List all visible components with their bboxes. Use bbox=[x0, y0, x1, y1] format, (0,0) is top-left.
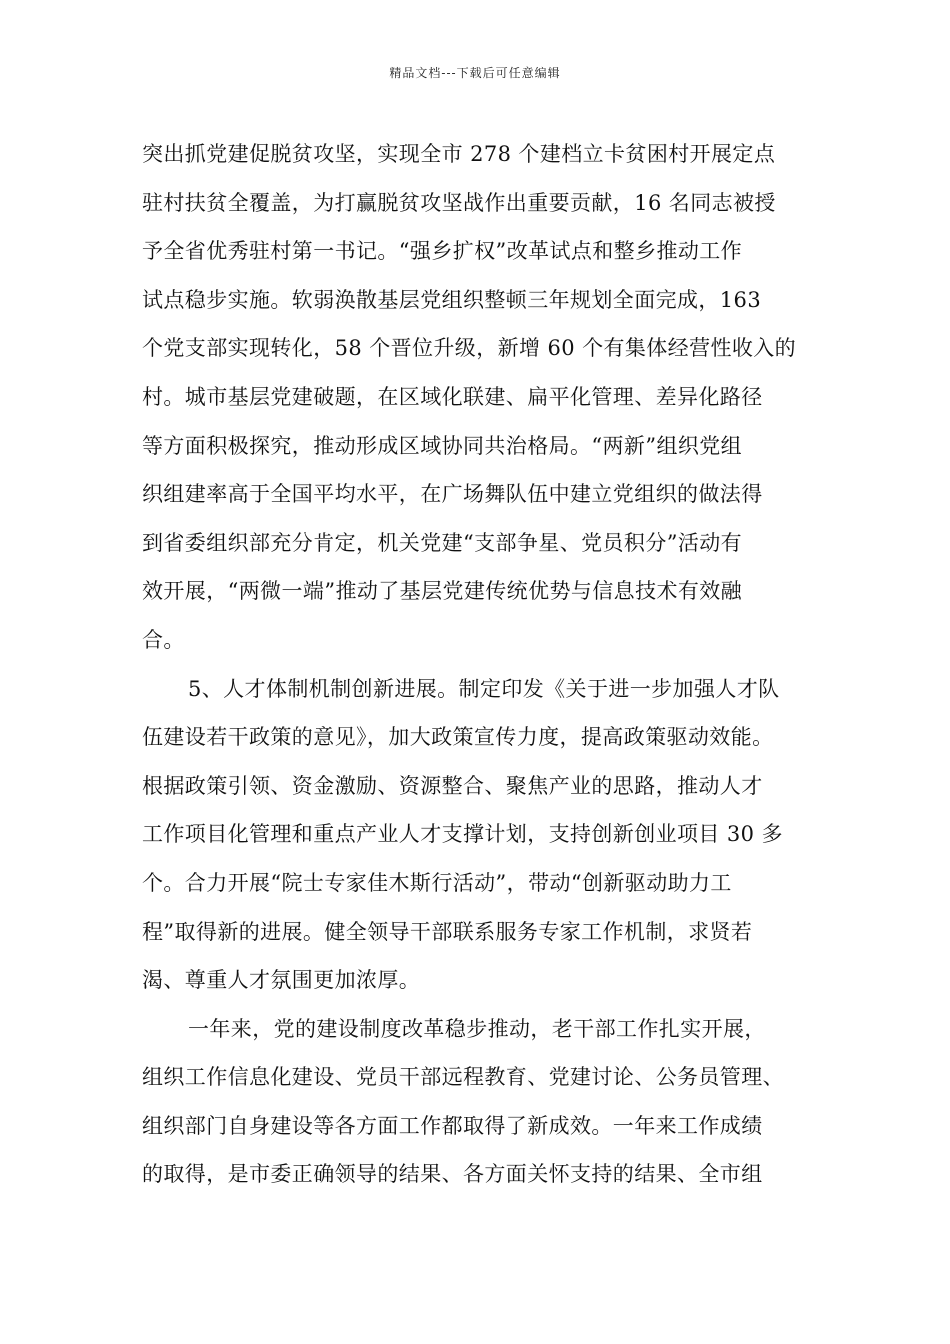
text-line: 工作项目化管理和重点产业人才支撑计划，支持创新创业项目 30 多 bbox=[142, 822, 783, 847]
text-line: 效开展，“两微一端”推动了基层党建传统优势与信息技术有效融 bbox=[142, 579, 743, 604]
text-line: 程”取得新的进展。健全领导干部联系服务专家工作机制，求贤若 bbox=[142, 919, 753, 944]
paragraph-start-line: 一年来，党的建设制度改革稳步推动，老干部工作扎实开展， bbox=[188, 1016, 766, 1041]
text-line: 组织部门自身建设等各方面工作都取得了新成效。一年来工作成绩 bbox=[142, 1113, 763, 1138]
text-line: 予全省优秀驻村第一书记。“强乡扩权”改革试点和整乡推动工作 bbox=[142, 239, 743, 264]
text-line: 到省委组织部充分肯定，机关党建“支部争星、党员积分”活动有 bbox=[142, 530, 743, 555]
page-header: 精品文档---下载后可任意编辑 bbox=[389, 66, 561, 80]
text-line: 个。合力开展“院士专家佳木斯行活动”，带动“创新驱动助力工 bbox=[142, 870, 732, 895]
text-line: 伍建设若干政策的意见》，加大政策宣传力度，提高政策驱动效能。 bbox=[142, 725, 774, 750]
text-line: 驻村扶贫全覆盖，为打赢脱贫攻坚战作出重要贡献，16 名同志被授 bbox=[142, 190, 776, 215]
text-line: 突出抓党建促脱贫攻坚，实现全市 278 个建档立卡贫困村开展定点 bbox=[142, 142, 776, 166]
text-line: 的取得，是市委正确领导的结果、各方面关怀支持的结果、全市组 bbox=[142, 1162, 763, 1187]
body-text bbox=[142, 130, 808, 1199]
text-line: 渴、尊重人才氛围更加浓厚。 bbox=[142, 968, 421, 993]
text-line: 合。 bbox=[142, 627, 185, 652]
text-line: 根据政策引领、资金激励、资源整合、聚焦产业的思路，推动人才 bbox=[142, 773, 763, 798]
section-heading-line: 5、人才体制机制创新进展。制定印发《关于进一步加强人才队 bbox=[188, 676, 780, 701]
text-line: 个党支部实现转化，58 个晋位升级，新增 60 个有集体经营性收入的 bbox=[142, 336, 797, 361]
text-line: 织组建率高于全国平均水平，在广场舞队伍中建立党组织的做法得 bbox=[142, 482, 763, 507]
text-line: 组织工作信息化建设、党员干部远程教育、党建讨论、公务员管理、 bbox=[142, 1065, 784, 1090]
text-line: 等方面积极探究，推动形成区域协同共治格局。“两新”组织党组 bbox=[142, 433, 743, 458]
text-line: 试点稳步实施。软弱涣散基层党组织整顿三年规划全面完成，163 bbox=[142, 287, 762, 312]
text-line: 村。城市基层党建破题，在区域化联建、扁平化管理、差异化路径 bbox=[142, 384, 763, 409]
